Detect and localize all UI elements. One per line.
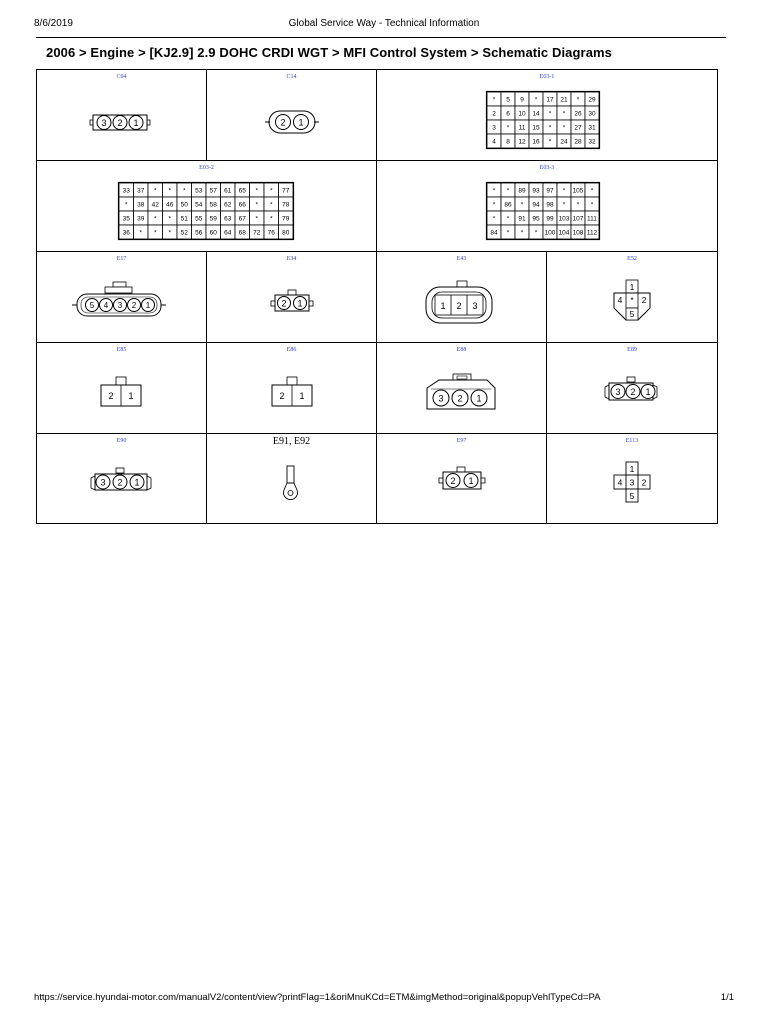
e03-2-pin-label: 33: [122, 187, 130, 195]
e34-pin-2: 2: [281, 298, 287, 309]
connector-e113-diagram: [547, 434, 717, 524]
e03-1-pin-label: *: [506, 124, 510, 132]
connector-cell-e97: [377, 434, 547, 524]
e03-2-pin-label: 62: [224, 201, 232, 209]
connector-e03-3-pin-grid: [377, 161, 717, 251]
breadcrumb: 2006 > Engine > [KJ2.9] 2.9 DOHC CRDI WGT > MFI Control System > Schematic Diagrams: [46, 45, 613, 60]
diagram-row-3: [37, 252, 717, 343]
connector-e17-diagram: [37, 252, 207, 342]
c04-pin-1: 1: [133, 118, 139, 128]
e03-1-pin-label: 6: [506, 110, 510, 118]
connector-e97-diagram: [377, 434, 547, 524]
connector-cell-e52: [547, 252, 717, 342]
e97-pin-1: 1: [468, 476, 474, 486]
connector-cell-e86: [207, 343, 377, 433]
e03-2-pin-label: 46: [166, 201, 174, 209]
connector-e85-diagram: [37, 343, 207, 433]
e03-3-pin-label: *: [506, 229, 510, 237]
e03-1-pin-label: *: [548, 110, 552, 118]
e03-3-pin-label: *: [576, 201, 580, 209]
e03-3-pin-label: *: [492, 215, 496, 223]
e03-2-pin-label: *: [168, 187, 172, 195]
e03-3-pin-label: *: [506, 187, 510, 195]
e03-3-pin-label: 103: [558, 215, 570, 223]
e03-2-pin-label: 53: [195, 187, 203, 195]
e113-pin-1: 1: [629, 464, 635, 474]
connector-label-e89: E89: [627, 347, 637, 353]
e03-1-pin-label: 28: [574, 138, 582, 146]
e03-3-pin-label: 97: [546, 187, 554, 195]
e03-1-pin-label: *: [562, 124, 566, 132]
e90-pin-1: 1: [134, 477, 140, 488]
connector-e03-2-pin-grid: [37, 161, 377, 251]
e03-3-pin-label: 84: [490, 229, 498, 237]
e17-pin-3: 3: [117, 301, 123, 310]
e03-1-pin-label: 29: [588, 96, 596, 104]
connector-label-e43: E43: [456, 256, 467, 262]
e03-1-pin-label: *: [576, 96, 580, 104]
e43-pin-2: 2: [456, 301, 462, 311]
connector-c14-diagram: [207, 70, 377, 160]
e03-2-pin-label: 72: [253, 229, 261, 237]
e03-2-pin-label: 76: [267, 229, 275, 237]
print-date: 8/6/2019: [34, 18, 73, 29]
source-url: https://service.hyundai-motor.com/manualV2/content/view?printFlag=1&oriMnuKCd=ETM&imgMethod=original&popupVehlTypeCd=PA: [34, 992, 601, 1003]
connector-label-e03-2: E03-2: [199, 165, 214, 171]
connector-label-e88: E88: [456, 347, 467, 353]
connector-e52-diagram: [547, 252, 717, 342]
e03-2-pin-label: *: [182, 187, 186, 195]
c04-pin-3: 3: [101, 118, 107, 128]
e03-3-pin-label: 104: [558, 229, 570, 237]
e17-pin-4: 4: [103, 301, 109, 310]
e03-3-pin-label: *: [492, 187, 496, 195]
connector-e43-diagram: [377, 252, 547, 342]
connector-cell-e90: [37, 434, 207, 524]
connector-label-e97: E97: [456, 438, 467, 444]
page-number: 1/1: [720, 992, 734, 1003]
e03-2-pin-label: 64: [224, 229, 232, 237]
e113-pin-3: 3: [629, 477, 635, 488]
e43-pin-3: 3: [472, 301, 478, 311]
e03-2-pin-label: 39: [137, 215, 145, 223]
header-divider: [36, 37, 726, 38]
e03-2-pin-label: 54: [195, 201, 203, 209]
e03-3-pin-label: *: [534, 229, 538, 237]
connector-c04-diagram: [37, 70, 207, 160]
e85-pin-2: 2: [108, 391, 114, 401]
e17-pin-1: 1: [145, 301, 151, 310]
connector-cell-e88: [377, 343, 547, 433]
e03-2-pin-label: *: [153, 215, 157, 223]
e03-3-pin-label: 108: [572, 229, 584, 237]
connector-cell-e03-1: [377, 70, 717, 160]
connector-label-e34: E34: [286, 256, 297, 262]
e03-3-pin-label: 95: [532, 215, 540, 223]
connector-label-e03-3: E03-3: [539, 165, 555, 171]
connector-e03-1-pin-grid: [377, 70, 717, 160]
connector-cell-e91-e92: [207, 434, 377, 524]
e03-3-pin-label: 89: [518, 187, 526, 195]
e03-1-pin-label: 26: [574, 110, 582, 118]
e03-2-pin-label: 61: [224, 187, 232, 195]
e03-1-pin-label: 21: [560, 96, 568, 104]
e52-pin-2: 2: [641, 295, 647, 305]
e03-2-pin-label: 60: [209, 229, 217, 237]
e03-3-pin-label: 99: [546, 215, 554, 223]
e03-2-pin-label: 55: [195, 215, 203, 223]
e03-2-pin-label: 80: [282, 229, 290, 237]
e03-1-pin-label: 24: [560, 138, 568, 146]
e03-2-pin-label: *: [269, 215, 273, 223]
e03-2-pin-label: 78: [282, 201, 290, 209]
connector-label-e90: E90: [116, 438, 127, 444]
connector-label-e85: E85: [116, 347, 127, 353]
e17-pin-2: 2: [131, 301, 137, 310]
e52-pin-1: 1: [629, 282, 635, 292]
e03-1-pin-label: 31: [588, 124, 596, 132]
e03-1-pin-label: 30: [588, 110, 596, 118]
e03-1-pin-label: 5: [506, 96, 510, 104]
e03-3-pin-label: 112: [586, 229, 598, 237]
e03-3-pin-label: 105: [572, 187, 584, 195]
e03-3-pin-label: 91: [518, 215, 526, 223]
c14-pin-2: 2: [280, 117, 286, 128]
e03-3-pin-label: 100: [544, 229, 556, 237]
e85-pin-1: 1: [128, 391, 134, 401]
connector-cell-e85: [37, 343, 207, 433]
connector-cell-c14: [207, 70, 377, 160]
connector-cell-e113: [547, 434, 717, 524]
e03-1-pin-label: 12: [518, 138, 526, 146]
diagram-row-1: [37, 70, 717, 161]
e03-1-pin-label: *: [548, 138, 552, 146]
e03-2-pin-label: 77: [282, 187, 290, 195]
e90-pin-2: 2: [117, 477, 123, 488]
diagram-row-4: [37, 343, 717, 434]
e03-1-pin-label: 14: [532, 110, 540, 118]
e03-2-pin-label: *: [139, 229, 143, 237]
connector-cell-e03-3: [377, 161, 717, 251]
e03-1-pin-label: 17: [546, 96, 554, 104]
connector-label-c14: C14: [286, 74, 297, 80]
e03-2-pin-label: 67: [238, 215, 246, 223]
e03-2-pin-label: *: [269, 201, 273, 209]
e17-pin-5: 5: [89, 301, 95, 310]
connector-e34-diagram: [207, 252, 377, 342]
connector-cell-e34: [207, 252, 377, 342]
connector-cell-e17: [37, 252, 207, 342]
connector-e89-diagram: [547, 343, 717, 433]
e90-pin-3: 3: [100, 477, 106, 488]
e03-3-pin-label: 107: [572, 215, 584, 223]
e03-1-pin-label: 8: [506, 138, 510, 146]
e03-3-pin-label: 86: [504, 201, 512, 209]
e03-2-pin-label: 51: [180, 215, 188, 223]
e89-pin-2: 2: [630, 387, 636, 397]
e03-1-pin-label: *: [492, 96, 496, 104]
connector-label-e17: E17: [116, 256, 127, 262]
e03-2-pin-label: 50: [180, 201, 188, 209]
e03-1-pin-label: 15: [532, 124, 540, 132]
e03-2-pin-label: 79: [282, 215, 290, 223]
e03-2-pin-label: 56: [195, 229, 203, 237]
e03-2-pin-label: 42: [151, 201, 159, 209]
e88-pin-2: 2: [457, 393, 463, 404]
e86-pin-1: 1: [299, 391, 305, 401]
e89-pin-1: 1: [645, 387, 651, 397]
connector-label-e113: E113: [625, 438, 639, 444]
e03-2-pin-label: *: [255, 201, 259, 209]
e86-pin-2: 2: [279, 391, 285, 401]
e113-pin-2: 2: [641, 477, 647, 488]
e113-pin-4: 4: [617, 477, 623, 488]
e03-3-pin-label: *: [590, 201, 594, 209]
e03-2-pin-label: *: [255, 187, 259, 195]
e03-1-pin-label: 3: [492, 124, 496, 132]
e03-3-pin-label: 111: [587, 215, 597, 223]
e03-1-pin-label: *: [534, 96, 538, 104]
connector-e86-diagram: [207, 343, 377, 433]
e113-pin-5: 5: [629, 491, 635, 501]
e03-3-pin-label: *: [590, 187, 594, 195]
e03-2-pin-label: 36: [122, 229, 130, 237]
e03-1-pin-label: 9: [520, 96, 524, 104]
e03-2-pin-label: 37: [137, 187, 145, 195]
e03-2-pin-label: *: [255, 215, 259, 223]
e03-2-pin-label: 35: [122, 215, 130, 223]
e03-2-pin-label: *: [168, 229, 172, 237]
e03-2-pin-label: 58: [209, 201, 217, 209]
connector-label-e52: E52: [627, 256, 637, 262]
e03-3-pin-label: 93: [532, 187, 540, 195]
e03-2-pin-label: *: [153, 229, 157, 237]
e03-3-pin-label: *: [520, 201, 524, 209]
e03-1-pin-label: 10: [518, 110, 526, 118]
e97-pin-2: 2: [450, 476, 456, 486]
connector-label-e86: E86: [286, 347, 297, 353]
e03-3-pin-label: 98: [546, 201, 554, 209]
e03-1-pin-label: 2: [492, 110, 496, 118]
connector-cell-e89: [547, 343, 717, 433]
e34-pin-1: 1: [297, 298, 303, 309]
e88-pin-3: 3: [438, 393, 444, 404]
diagram-row-2: [37, 161, 717, 252]
e52-pin-5: 5: [629, 309, 635, 319]
e03-3-pin-label: *: [562, 187, 566, 195]
connector-label-c04: C04: [116, 74, 127, 80]
e03-2-pin-label: *: [153, 187, 157, 195]
connector-label-e03-1: E03-1: [539, 74, 555, 80]
connector-label-e91-e92: E91, E92: [272, 436, 311, 447]
e03-1-pin-label: 32: [588, 138, 596, 146]
e03-3-pin-label: *: [562, 201, 566, 209]
e03-2-pin-label: 59: [209, 215, 217, 223]
e03-2-pin-label: *: [168, 215, 172, 223]
connector-cell-c04: [37, 70, 207, 160]
connector-cell-e03-2: [37, 161, 377, 251]
c04-pin-2: 2: [117, 118, 123, 128]
e03-2-pin-label: *: [269, 187, 273, 195]
e03-3-pin-label: *: [520, 229, 524, 237]
ring-terminal-e91-e92: [207, 434, 377, 524]
c14-pin-1: 1: [298, 117, 304, 128]
e03-3-pin-label: 94: [532, 201, 540, 209]
connector-e90-diagram: [37, 434, 207, 524]
e03-1-pin-label: 27: [574, 124, 582, 132]
connector-e88-diagram: [377, 343, 547, 433]
e89-pin-3: 3: [615, 387, 621, 397]
e03-1-pin-label: 16: [532, 138, 540, 146]
e03-1-pin-label: 4: [492, 138, 496, 146]
e03-1-pin-label: 11: [518, 124, 526, 132]
e03-3-pin-label: *: [506, 215, 510, 223]
e52-pin-4: 4: [617, 295, 623, 305]
e03-2-pin-label: 57: [209, 187, 217, 195]
e52-pin-blank: *: [630, 295, 634, 305]
e03-3-pin-label: *: [492, 201, 496, 209]
e03-2-pin-label: 52: [180, 229, 188, 237]
e03-2-pin-label: 63: [224, 215, 232, 223]
e03-2-pin-label: 66: [238, 201, 246, 209]
e03-2-pin-label: 65: [238, 187, 246, 195]
e03-2-pin-label: 68: [238, 229, 246, 237]
diagram-row-5: [37, 434, 717, 525]
document-title: Global Service Way - Technical Information: [288, 18, 480, 29]
e03-2-pin-label: *: [124, 201, 128, 209]
e03-2-pin-label: 38: [137, 201, 145, 209]
connector-cell-e43: [377, 252, 547, 342]
connector-diagram-table: [36, 69, 718, 524]
e03-1-pin-label: *: [562, 110, 566, 118]
e43-pin-1: 1: [440, 301, 446, 311]
e03-1-pin-label: *: [548, 124, 552, 132]
e88-pin-1: 1: [476, 393, 482, 404]
